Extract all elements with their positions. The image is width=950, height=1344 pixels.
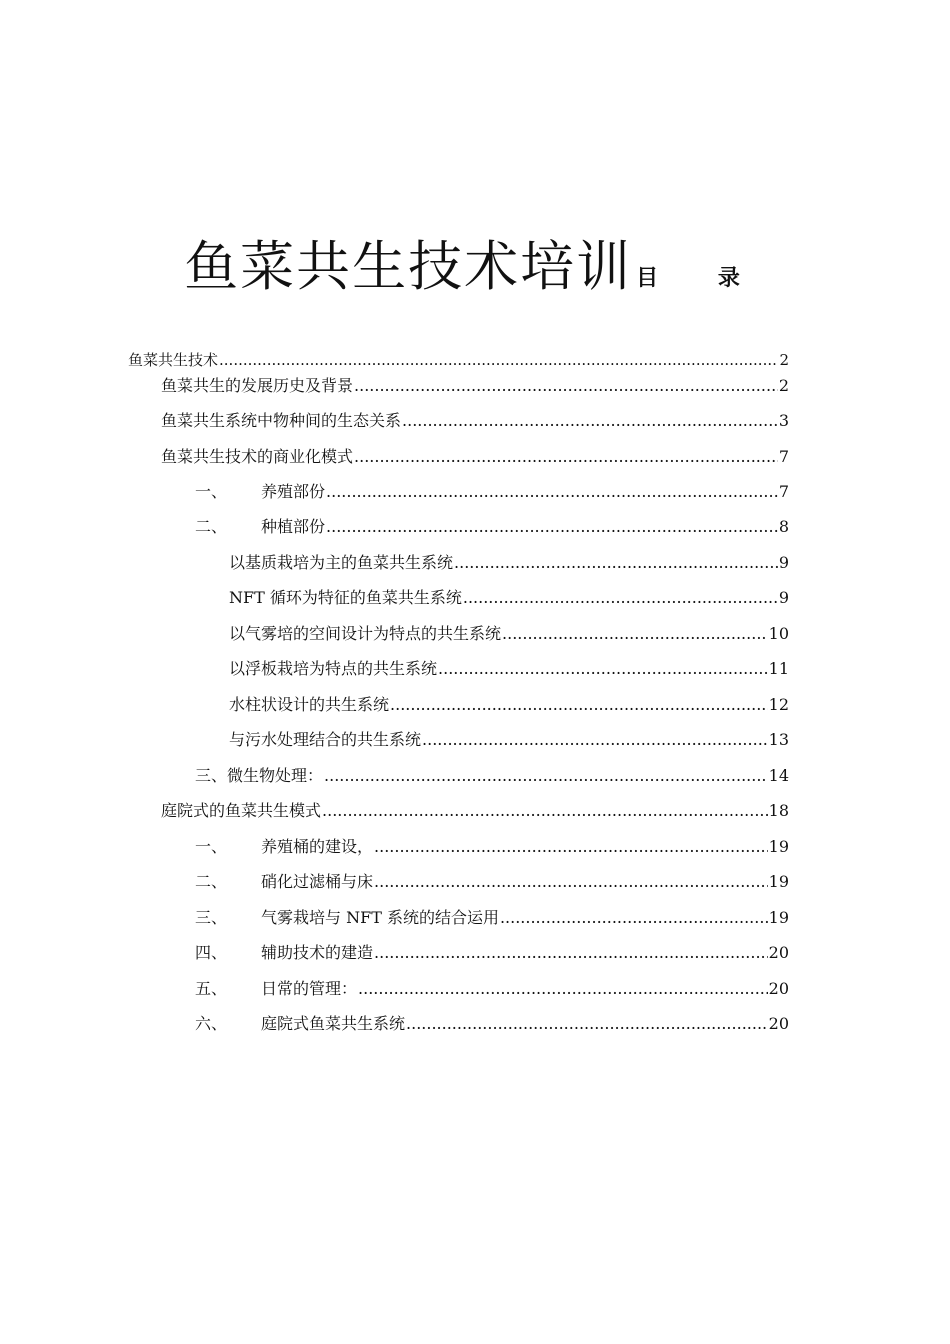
toc-leader-dots <box>463 588 778 608</box>
toc-entry-text: 硝化过滤桶与床 <box>261 872 374 891</box>
toc-entry-text: 庭院式的鱼菜共生模式 <box>161 801 322 820</box>
toc-entry-text: 养殖部份 <box>261 482 326 501</box>
toc-entry-text: 鱼菜共生的发展历史及背景 <box>161 376 354 395</box>
title-main: 鱼菜共生技术培训 <box>184 235 633 298</box>
toc-entry-number: 五、 <box>195 979 228 998</box>
toc-entry[interactable] <box>229 659 789 679</box>
title-contents-heading: 目 录 <box>636 266 766 291</box>
toc-page-number: 19 <box>768 837 789 856</box>
toc-entry-number: 二、 <box>195 872 228 891</box>
toc-page-number: 14 <box>768 766 789 785</box>
toc-page-number: 19 <box>768 872 789 891</box>
toc-leader-dots <box>322 801 768 821</box>
toc-leader-dots <box>326 482 778 502</box>
toc-leader-dots <box>500 908 768 928</box>
toc-entry[interactable] <box>195 766 789 786</box>
toc-page-number: 2 <box>778 376 789 395</box>
toc-leader-dots <box>326 517 778 537</box>
toc-leader-dots <box>406 1014 768 1034</box>
toc-page-number: 3 <box>778 411 789 430</box>
toc-entry-number: 一、 <box>195 837 228 856</box>
toc-entry-text: 日常的管理： <box>261 979 358 998</box>
toc-entry[interactable] <box>195 979 789 999</box>
toc-page-number: 11 <box>768 659 789 678</box>
toc-page-number: 8 <box>778 517 789 536</box>
toc-leader-dots <box>354 447 778 467</box>
toc-page-number: 20 <box>768 1014 789 1033</box>
toc-entry-text: 鱼菜共生技术的商业化模式 <box>161 447 354 466</box>
toc-entry-text: 种植部份 <box>261 517 326 536</box>
toc-entry[interactable] <box>229 553 789 573</box>
toc-leader-dots <box>358 979 768 999</box>
toc-entry-text: 与污水处理结合的共生系统 <box>229 730 422 749</box>
toc-page-number: 12 <box>768 695 789 714</box>
toc-page-number: 9 <box>778 588 789 607</box>
toc-entry[interactable] <box>195 482 789 502</box>
toc-entry[interactable] <box>128 350 789 370</box>
toc-entry[interactable] <box>229 624 789 644</box>
toc-page-number: 7 <box>778 447 789 466</box>
toc-page-number: 13 <box>768 730 789 749</box>
toc-entry[interactable] <box>161 447 789 467</box>
toc-entry[interactable] <box>161 801 789 821</box>
document-title <box>0 224 950 301</box>
toc-leader-dots <box>324 766 768 786</box>
toc-entry-text: 气雾栽培与 NFT 系统的结合运用 <box>261 908 499 927</box>
toc-leader-dots <box>502 624 768 644</box>
toc-page-number: 18 <box>768 801 789 820</box>
toc-leader-dots <box>402 411 778 431</box>
toc-entry[interactable] <box>195 1014 789 1034</box>
toc-entry-text: 水柱状设计的共生系统 <box>229 695 390 714</box>
toc-entry[interactable] <box>195 908 789 928</box>
toc-entry-text: 辅助技术的建造 <box>261 943 374 962</box>
toc-entry-number: 六、 <box>195 1014 228 1033</box>
toc-leader-dots <box>374 872 768 892</box>
toc-entry[interactable] <box>161 411 789 431</box>
toc-leader-dots <box>422 730 768 750</box>
toc-page-number: 20 <box>768 943 789 962</box>
toc-entry-text: 三、微生物处理： <box>195 766 324 785</box>
toc-entry[interactable] <box>229 588 789 608</box>
toc-entry-text: 以基质栽培为主的鱼菜共生系统 <box>229 553 454 572</box>
toc-entry[interactable] <box>229 730 789 750</box>
toc-page-number: 7 <box>778 482 789 501</box>
toc-entry-number: 三、 <box>195 908 228 927</box>
toc-entry-text: 养殖桶的建设， <box>261 837 374 856</box>
toc-entry[interactable] <box>229 695 789 715</box>
toc-entry-text: 以浮板栽培为特点的共生系统 <box>229 659 438 678</box>
toc-leader-dots <box>219 350 778 370</box>
toc-entry[interactable] <box>195 943 789 963</box>
toc-leader-dots <box>390 695 768 715</box>
toc-entry[interactable] <box>195 517 789 537</box>
toc-entry-text: 庭院式鱼菜共生系统 <box>261 1014 406 1033</box>
toc-entry-text: 鱼菜共生技术 <box>128 351 219 369</box>
toc-entry-number: 一、 <box>195 482 228 501</box>
toc-leader-dots <box>374 837 768 857</box>
toc-leader-dots <box>374 943 768 963</box>
toc-page-number: 9 <box>778 553 789 572</box>
toc-page-number: 2 <box>779 351 789 369</box>
toc-entry[interactable] <box>195 837 789 857</box>
toc-page-number: 20 <box>768 979 789 998</box>
toc-entry-text: 鱼菜共生系统中物种间的生态关系 <box>161 411 402 430</box>
toc-entry-text: NFT 循环为特征的鱼菜共生系统 <box>229 588 462 607</box>
toc-entry-number: 四、 <box>195 943 228 962</box>
toc-entry[interactable] <box>195 872 789 892</box>
toc-page-number: 19 <box>768 908 789 927</box>
toc-leader-dots <box>454 553 778 573</box>
toc-entry[interactable] <box>161 376 789 396</box>
toc-leader-dots <box>354 376 778 396</box>
toc-entry-text: 以气雾培的空间设计为特点的共生系统 <box>229 624 502 643</box>
toc-page-number: 10 <box>768 624 789 643</box>
toc-entry-number: 二、 <box>195 517 228 536</box>
toc-leader-dots <box>438 659 768 679</box>
